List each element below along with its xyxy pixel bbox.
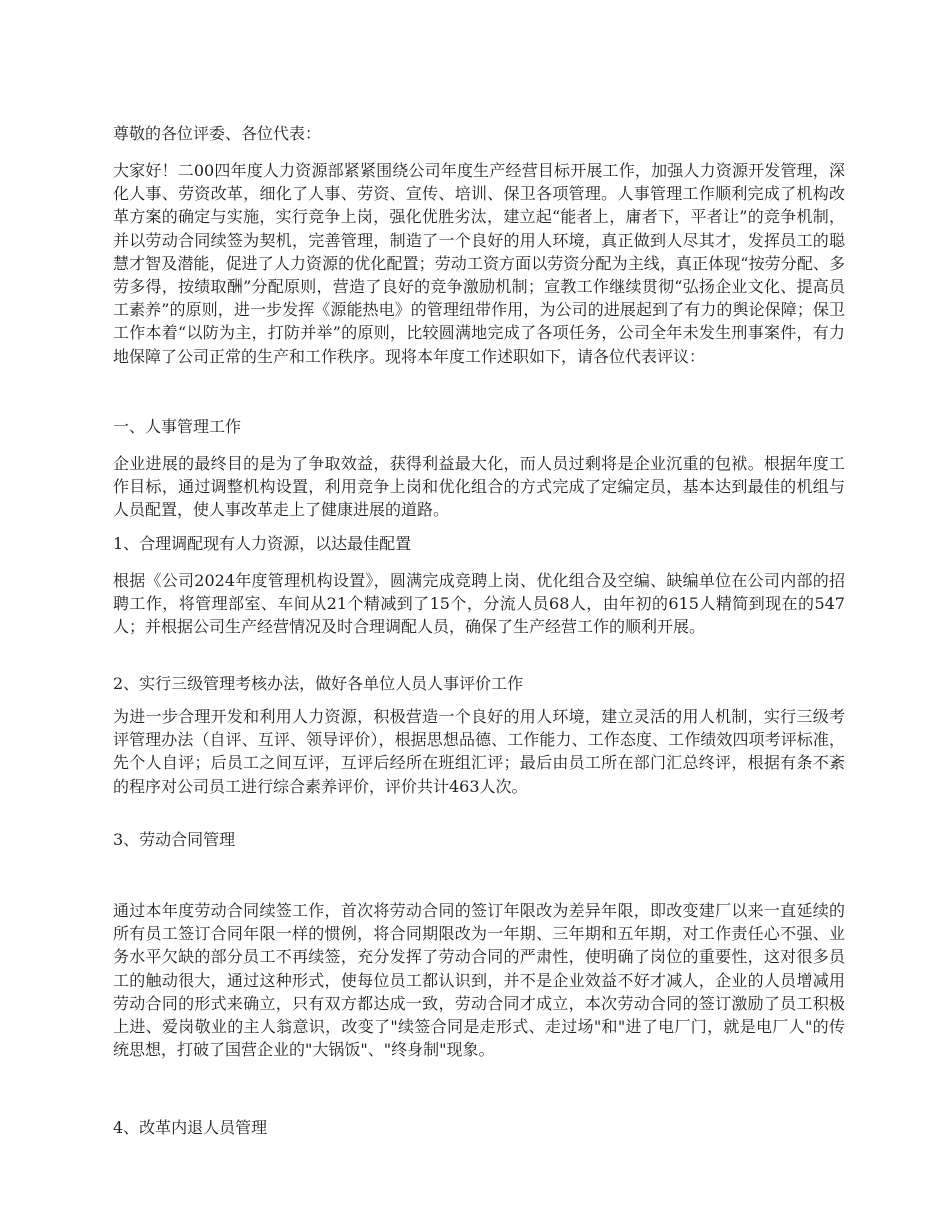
item-heading-4: 4、改革内退人员管理 [113,1118,268,1137]
salutation: 尊敬的各位评委、各位代表： [113,124,322,143]
item-paragraph-3: 通过本年度劳动合同续签工作，首次将劳动合同的签订年限改为差异年限，即改变建厂以来一直延续的所有员工签订合同年限一样的惯例，将合同期限改为一年期、三年期和五年期，对工作责任心不强、业务水平欠缺的部分员工不再续签，充分发挥了劳动合同的严肃性，使明确了岗位的重要性，这对很多员工的触动很大，通过这种形式，使每位员工都认识到，并不是企业效益不好才减人，企业的人员增减用劳动合同的形式来确立，只有双方都达成一致，劳动合同才成立，本次劳动合同的签订激励了员工积极上进、爱岗敬业的主人翁意识，改变了"续签合同是走形式、走过场"和"进了电厂门，就是电厂人"的传统思想，打破了国营企业的"大锅饭"、"终身制"现象。 [113,901,845,1060]
intro-paragraph: 大家好！二00四年度人力资源部紧紧围绕公司年度生产经营目标开展工作，加强人力资源开发管理，深化人事、劳资改革，细化了人事、劳资、宣传、培训、保卫各项管理。人事管理工作顺利完成了机构改革方案的确定与实施，实行竞争上岗，强化优胜劣汰，建立起“能者上，庸者下，平者让”的竞争机制，并以劳动合同续签为契机，完善管理，制造了一个良好的用人环境，真正做到人尽其才，发挥员工的聪慧才智及潜能，促进了人力资源的优化配置；劳动工资方面以劳资分配为主线，真正体现“按劳分配、多劳多得，按绩取酬”分配原则，营造了良好的竞争激励机制；宣教工作继续贯彻“弘扬企业文化、提高员工素养”的原则，进一步发挥《源能热电》的管理纽带作用，为公司的进展起到了有力的舆论保障；保卫工作本着“以防为主，打防并举”的原则，比较圆满地完成了各项任务，公司全年未发生刑事案件，有力地保障了公司正常的生产和工作秩序。现将本年度工作述职如下，请各位代表评议： [113,161,845,366]
item-heading-3: 3、劳动合同管理 [113,830,236,849]
item-heading-2: 2、实行三级管理考核办法，做好各单位人员人事评价工作 [113,674,524,693]
section-paragraph-personnel: 企业进展的最终目的是为了争取效益，获得利益最大化，而人员过剩将是企业沉重的包袱。根据年度工作目标，通过调整机构设置，利用竞争上岗和优化组合的方式完成了定编定员，基本达到最佳的机组与人员配置，使人事改革走上了健康进展的道路。 [113,454,845,520]
section-heading-personnel: 一、人事管理工作 [113,417,242,436]
item-paragraph-1: 根据《公司2024年度管理机构设置》，圆满完成竞聘上岗、优化组合及空编、缺编单位在公司内部的招聘工作，将管理部室、车间从21个精减到了15个，分流人员68人，由年初的615人精简到现在的547人；并根据公司生产经营情况及时合理调配人员，确保了生产经营工作的顺利开展。 [113,571,845,637]
item-paragraph-2: 为进一步合理开发和利用人力资源，积极营造一个良好的用人环境，建立灵活的用人机制，实行三级考评管理办法（自评、互评、领导评价），根据思想品德、工作能力、工作态度、工作绩效四项考评标准，先个人自评；后员工之间互评，互评后经所在班组汇评；最后由员工所在部门汇总终评，根据有条不紊的程序对公司员工进行综合素养评价，评价共计463人次。 [113,707,845,796]
item-heading-1: 1、合理调配现有人力资源，以达最佳配置 [113,534,412,553]
